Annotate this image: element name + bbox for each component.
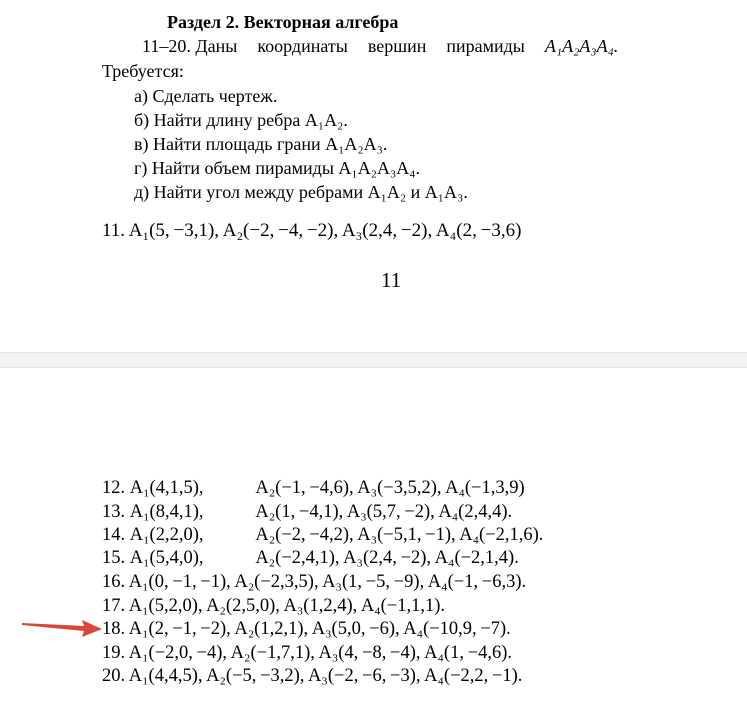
intro-part-2: координаты <box>257 36 348 56</box>
section-heading: Раздел 2. Векторная алгебра <box>167 12 399 32</box>
problem-num: 20. <box>102 666 126 686</box>
page-number: 11 <box>381 268 402 292</box>
problem-12 <box>102 478 525 499</box>
problem-a1: A₁(2,2,0), <box>129 525 204 545</box>
page-break <box>0 352 747 368</box>
problem-rest: A₂(1, −4,1), A₃(5,7, −2), A₄(2,4,4). <box>255 502 513 522</box>
problem-rest: A₂(1,2,1), A₃(5,0, −6), A₄(−10,9, −7). <box>234 619 511 639</box>
problem-rest: A₂(2,5,0), A₃(1,2,4), A₄(−1,1,1). <box>206 596 446 616</box>
task-d: г) Найти объем пирамиды A₁A₂A₃A₄. <box>134 158 421 178</box>
task-c: в) Найти площадь грани A₁A₂A₃. <box>134 134 388 154</box>
problem-rest: A₂(−1, −4,6), A₃(−3,5,2), A₄(−1,3,9) <box>255 478 525 498</box>
intro-part-4: пирамиды <box>446 36 525 56</box>
problem-num: 15. <box>102 548 126 568</box>
problem-rest: A₂(−5, −3,2), A₃(−2, −6, −3), A₄(−2,2, −1). <box>206 666 523 686</box>
red-arrow-icon <box>22 618 104 643</box>
problem-a1: A₁(2, −1, −2), <box>128 619 231 639</box>
problem-17 <box>102 596 445 617</box>
intro-part-5: A₁A₂A₃A₄. <box>544 36 619 56</box>
intro-part-1: 11–20. Даны <box>142 36 238 56</box>
problem-a1: A₁(4,4,5), <box>128 666 203 686</box>
task-a: а) Сделать чертеж. <box>134 86 278 106</box>
problem-13 <box>102 502 512 523</box>
problem-num: 12. <box>102 478 126 498</box>
problem-11: 11. A₁(5, −3,1), A₂(−2, −4, −2), A₃(2,4, −2), A₄(2, −3,6) <box>102 220 522 241</box>
problem-num: 17. <box>102 596 126 616</box>
intro-line-1 <box>142 36 618 57</box>
task-e: д) Найти угол между ребрами A₁A₂ и A₁A₃. <box>134 182 468 202</box>
problem-num: 18. <box>102 619 126 639</box>
problem-rest: A₂(−1,7,1), A₃(4, −8, −4), A₄(1, −4,6). <box>230 643 512 663</box>
problem-a1: A₁(0, −1, −1), <box>128 572 231 592</box>
problem-19 <box>102 643 512 664</box>
intro-part-3: вершин <box>367 36 427 56</box>
problem-rest: A₂(−2, −4,2), A₃(−5,1, −1), A₄(−2,1,6). <box>255 525 544 545</box>
problem-num: 19. <box>102 643 126 663</box>
problem-rest: A₂(−2,3,5), A₃(1, −5, −9), A₄(−1, −6,3). <box>234 572 527 592</box>
problem-20 <box>102 666 522 687</box>
problem-rest: A₂(−2,4,1), A₃(2,4, −2), A₄(−2,1,4). <box>255 548 519 568</box>
problem-16 <box>102 572 526 593</box>
problem-14 <box>102 525 543 546</box>
problem-18 <box>102 619 511 640</box>
problem-num: 14. <box>102 525 126 545</box>
task-b: б) Найти длину ребра A₁A₂. <box>134 110 348 130</box>
problem-num: 13. <box>102 502 126 522</box>
intro-line-2: Требуется: <box>102 61 184 81</box>
problem-15 <box>102 548 519 569</box>
problem-a1: A₁(8,4,1), <box>129 502 204 522</box>
problem-a1: A₁(−2,0, −4), <box>128 643 228 663</box>
problem-a1: A₁(5,4,0), <box>129 548 204 568</box>
problem-a1: A₁(4,1,5), <box>129 478 204 498</box>
problem-num: 16. <box>102 572 126 592</box>
problem-a1: A₁(5,2,0), <box>128 596 203 616</box>
